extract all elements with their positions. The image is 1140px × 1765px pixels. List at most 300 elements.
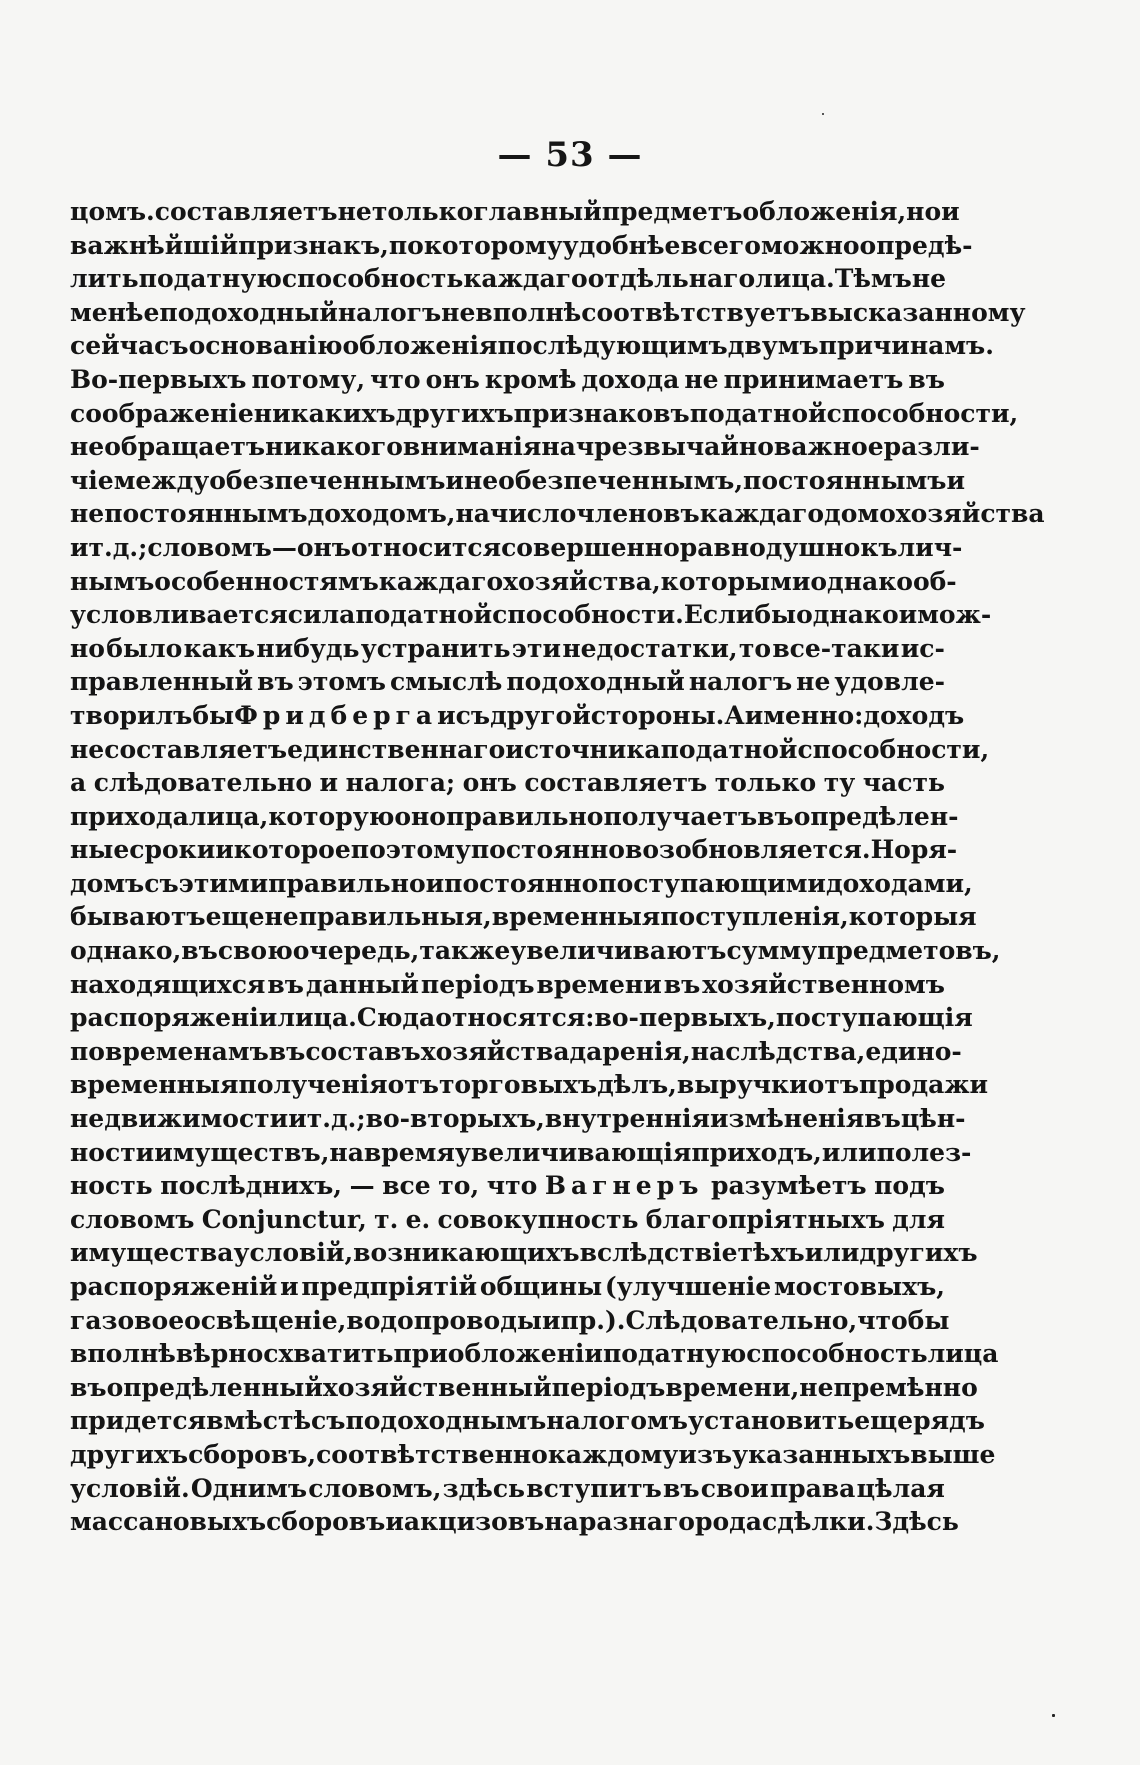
word: распоряженіи [70, 1003, 278, 1033]
word: домохозяйства [824, 499, 1045, 529]
text-line [70, 968, 945, 1002]
word: обложеніи [447, 1339, 603, 1369]
word: никакого [265, 432, 403, 462]
word: совершенно [501, 532, 680, 562]
word: придется [70, 1406, 207, 1436]
text-line [70, 1337, 999, 1371]
word: по [497, 331, 533, 361]
text-line [70, 1371, 978, 1405]
word: лица. [755, 264, 835, 294]
word: А [724, 700, 745, 730]
word: т. [374, 1204, 399, 1234]
word: въ [663, 969, 701, 999]
word: доходами, [825, 868, 973, 898]
word: предпріятій [301, 1272, 478, 1301]
word: стороны. [590, 700, 725, 730]
word: ря- [910, 835, 958, 865]
word: соотвѣтствуетъ [581, 297, 811, 327]
word: податную [138, 264, 282, 294]
word: дохода [581, 364, 680, 394]
word: Однимъ [190, 1473, 308, 1503]
word: относится [350, 532, 502, 562]
word: т. [88, 532, 113, 562]
word: лица. [277, 1003, 357, 1033]
word: соотвѣтственно [316, 1439, 548, 1469]
word: или [821, 1137, 877, 1167]
word: обращаетъ [104, 432, 266, 462]
word: хозяйственномъ [702, 969, 945, 999]
word: постоянно [444, 868, 599, 898]
word: Здѣсь [874, 1507, 959, 1537]
word: способность [281, 264, 464, 294]
word: по [70, 1036, 105, 1066]
word: цомъ. [70, 197, 155, 226]
word: также [419, 936, 511, 966]
scan-speck [1052, 1714, 1055, 1717]
text-line [70, 565, 957, 599]
word: неправильныя, [264, 902, 492, 932]
word: не [441, 297, 476, 327]
word: хозяйственный [322, 1372, 552, 1402]
word: податную [602, 1339, 747, 1369]
word: въ [267, 969, 304, 999]
word: Слѣдовательно, [625, 1305, 858, 1335]
word: налогъ [688, 667, 793, 697]
word: податной [689, 398, 827, 428]
text-line [70, 1472, 945, 1506]
word: выше [910, 1439, 996, 1469]
word: имуществъ, [154, 1137, 330, 1167]
word: каждаго [699, 499, 825, 529]
word: способность [746, 1339, 928, 1369]
word: ности [70, 1137, 155, 1167]
word: единственнаго [287, 734, 506, 764]
word: ис- [900, 633, 945, 663]
word: возникающихъ [353, 1238, 580, 1268]
word: нибудь [256, 633, 360, 663]
word: газовое [70, 1305, 185, 1335]
word: постояннымъ [743, 465, 947, 495]
word: при [393, 1339, 448, 1369]
word: отъ [807, 1070, 859, 1100]
word: условливается [70, 600, 288, 630]
word: удобнѣе [562, 230, 681, 260]
word: часть [862, 768, 945, 798]
word: схватить [263, 1339, 394, 1369]
word: и [541, 1305, 561, 1335]
word: времени, [665, 1372, 800, 1402]
word: не [796, 667, 831, 697]
word: то [738, 633, 772, 663]
word: способности, [826, 398, 1019, 428]
word: важнѣйшій [70, 230, 239, 260]
word: масса [70, 1507, 155, 1537]
word: временныя [491, 902, 661, 932]
text-line [70, 1136, 972, 1170]
word: чтобы [857, 1305, 950, 1335]
word: не [911, 264, 947, 294]
word: все-таки [772, 633, 900, 663]
text-line [70, 1438, 996, 1472]
word: увеличиваютъ [510, 936, 727, 966]
word: или [804, 1238, 860, 1268]
word: а [70, 768, 87, 798]
text-line [70, 766, 945, 800]
word: отдѣльнаго [587, 264, 756, 294]
word: податной [660, 734, 798, 764]
text-line [70, 1404, 985, 1438]
word: во-вторыхъ, [365, 1104, 545, 1134]
word: въ [908, 364, 945, 394]
word: вступитъ [526, 1473, 662, 1503]
word: сумму [726, 936, 818, 966]
word: поступленія, [660, 902, 849, 932]
word: внутреннія [544, 1104, 710, 1134]
word: доходъ [863, 700, 965, 730]
word: тѣхъ [737, 1238, 805, 1268]
word: прихода [70, 801, 189, 831]
word: въ [257, 667, 294, 697]
word: на [455, 499, 490, 529]
word: полученія [238, 1070, 388, 1100]
word: правильно [445, 801, 604, 831]
text-line [70, 430, 980, 464]
word: Сюда [356, 1003, 436, 1033]
word: ные [70, 835, 130, 865]
word: другой [490, 700, 591, 730]
word: Еслибы [683, 600, 797, 630]
word: потому, [251, 364, 366, 394]
word: опредѣлен- [793, 801, 959, 831]
word: и [437, 700, 456, 730]
word: временамъ [104, 1036, 269, 1066]
text-line [70, 867, 973, 901]
word: налогъ [337, 297, 442, 327]
text-line [70, 1035, 962, 1069]
word: вполнѣ [70, 1339, 176, 1369]
word: важное [773, 432, 884, 462]
word: торговыхъ [438, 1070, 598, 1100]
word: хозяйства [420, 1036, 570, 1066]
word: и [425, 868, 445, 898]
word: налога; [345, 768, 456, 798]
word: было [106, 633, 183, 663]
word: составляетъ [524, 768, 708, 798]
text-line [70, 1169, 945, 1203]
word: дѣлъ, [597, 1070, 677, 1100]
word: и [280, 1272, 299, 1301]
text-line [70, 699, 965, 733]
word: время [363, 1137, 455, 1167]
word: бы [192, 700, 235, 730]
word: свои [700, 1473, 769, 1503]
word: имущества [70, 1238, 234, 1268]
word: въ [181, 936, 218, 966]
word: онъ [462, 768, 517, 798]
word: вниманія [402, 432, 542, 462]
word: рода [694, 1507, 763, 1537]
word: возобновляется. [624, 835, 871, 865]
word: еще [205, 902, 265, 932]
word: творилъ [70, 700, 193, 730]
word: предметъ [601, 197, 743, 226]
word: кромѣ [484, 364, 577, 394]
word: об- [912, 566, 957, 596]
text-line [70, 900, 977, 934]
word: смыслѣ [389, 667, 503, 697]
word: устранить [360, 633, 511, 663]
word: едино- [865, 1036, 962, 1066]
text-line [70, 934, 1001, 968]
word: каждому [547, 1439, 679, 1469]
word: и [385, 1507, 404, 1537]
word: увеличивающія [454, 1137, 692, 1167]
word: правильно [268, 868, 426, 898]
word: вмѣстѣ [206, 1406, 312, 1436]
word: никакихъ [253, 398, 396, 428]
word: причинамъ. [818, 331, 994, 361]
word: которыми [660, 566, 811, 596]
word: сборовъ [266, 1507, 386, 1537]
word: условій. [70, 1473, 190, 1503]
word: принимаетъ [723, 364, 904, 394]
word: признаковъ [513, 398, 690, 428]
word: Conjunctur, [201, 1204, 367, 1234]
word: и [946, 465, 965, 495]
word: опредѣленный [106, 1372, 323, 1402]
word: этомъ [297, 667, 386, 697]
word: для [892, 1204, 945, 1234]
word: рядъ [913, 1406, 985, 1436]
word: Фридберга [234, 700, 438, 730]
word: послѣднихъ, [160, 1171, 342, 1201]
word: періодъ [420, 969, 535, 999]
word: указанныхъ [732, 1439, 911, 1469]
text-line [70, 329, 994, 363]
body-text [70, 195, 1045, 1539]
word: ту [823, 768, 856, 798]
word: поэтому [350, 835, 471, 865]
text-line [70, 1304, 950, 1338]
word: д.; [330, 1104, 366, 1134]
word: лица, [188, 801, 269, 831]
word: составъ [305, 1036, 421, 1066]
word: только [371, 197, 474, 226]
word: равнодушно [679, 532, 861, 562]
word: еще [854, 1406, 914, 1436]
word: водопроводы [346, 1305, 542, 1335]
word: можно [760, 230, 860, 260]
text-line [70, 229, 973, 263]
word: мостовыхъ, [773, 1272, 945, 1301]
word: лич- [897, 532, 963, 562]
word: однако [796, 600, 899, 630]
word: нымъ [70, 566, 155, 596]
word: Но [870, 835, 911, 865]
word: отъ [387, 1070, 439, 1100]
word: необезпеченнымъ, [463, 465, 744, 495]
word: свою [217, 936, 293, 966]
word: въ [70, 1372, 107, 1402]
text-line [70, 800, 959, 834]
word: и [319, 768, 339, 798]
word: получаетъ [603, 801, 758, 831]
word: періодъ [551, 1372, 666, 1402]
word: съ [144, 868, 179, 898]
page-number: — 53 — [497, 135, 643, 175]
word: способности. [492, 600, 684, 630]
word: д.; [112, 532, 148, 562]
word: наслѣдства, [690, 1036, 866, 1066]
word: сроки [129, 835, 216, 865]
word: и [288, 1104, 307, 1134]
word: онъ [425, 364, 480, 394]
word: особенностямъ [154, 566, 379, 596]
text-line [70, 1505, 959, 1539]
word: составляетъ [104, 734, 288, 764]
word: сдѣлки. [762, 1507, 875, 1537]
word: лить [70, 264, 139, 294]
word: обезпеченнымъ [209, 465, 446, 495]
word: по [388, 230, 424, 260]
text-line [70, 1102, 966, 1136]
text-line [70, 397, 1019, 431]
word: непостояннымъ [70, 499, 308, 529]
word: число [489, 499, 577, 529]
word: всего [680, 230, 761, 260]
word: которое [233, 835, 351, 865]
word: продажи [859, 1070, 989, 1100]
word: и [941, 197, 960, 226]
word: составляетъ [154, 197, 338, 226]
word: времени [536, 969, 662, 999]
word: въ [757, 801, 794, 831]
word: способности, [797, 734, 990, 764]
word: все [382, 1171, 431, 1201]
word: сила [287, 600, 356, 630]
text-line [70, 195, 960, 229]
word: (улучшеніе [604, 1272, 772, 1301]
word: что [486, 1171, 538, 1201]
word: на [329, 1137, 364, 1167]
word: поступающими [598, 868, 826, 898]
text-line [70, 598, 992, 632]
word: недвижимости [70, 1104, 289, 1134]
word: эти [511, 633, 562, 663]
word: разли- [883, 432, 980, 462]
word: вполнѣ [475, 297, 582, 327]
word: Тѣмъ [834, 264, 912, 294]
word: которую [268, 801, 395, 831]
word: налогомъ [546, 1406, 688, 1436]
word: и [898, 600, 918, 630]
word: недостатки, [562, 633, 738, 663]
word: признакъ, [238, 230, 389, 260]
word: подоходный [506, 667, 685, 697]
word: предметовъ, [817, 936, 1001, 966]
word: разнаго [578, 1507, 695, 1537]
word: на [544, 1507, 579, 1537]
word: совокупность [437, 1204, 639, 1234]
text-line [70, 1203, 945, 1237]
word: правленный [70, 667, 254, 697]
word: двумъ [727, 331, 819, 361]
word: слѣдовательно [93, 768, 313, 798]
word: установить [687, 1406, 855, 1436]
word: соображеніе [70, 398, 254, 428]
word: съ [455, 700, 491, 730]
word: измѣненія [710, 1104, 865, 1134]
word: вслѣдствіе [579, 1238, 738, 1268]
word: этими [178, 868, 269, 898]
word: обложенія [342, 331, 498, 361]
word: домъ [70, 868, 145, 898]
word: Вагнеръ [544, 1171, 704, 1201]
word: между [113, 465, 210, 495]
word: непремѣнно [799, 1372, 978, 1402]
word: освѣщеніе, [184, 1305, 347, 1335]
word: во-первыхъ, [594, 1003, 776, 1033]
word: даренія, [569, 1036, 691, 1066]
word: права [769, 1473, 856, 1503]
word: членовъ [576, 499, 700, 529]
word: то, [438, 1171, 480, 1201]
word: Во-первыхъ [70, 364, 247, 394]
word: не [70, 734, 105, 764]
word: постоянно [470, 835, 625, 865]
word: относятся: [435, 1003, 595, 1033]
word: цѣн- [900, 1104, 966, 1134]
word: и [445, 465, 464, 495]
word: не [337, 197, 372, 226]
text-line [70, 497, 1045, 531]
text-line [70, 363, 945, 397]
word: которыя [848, 902, 977, 932]
word: опредѣ- [859, 230, 973, 260]
word: и [215, 835, 234, 865]
word: благопріятныхъ [645, 1204, 885, 1234]
word: общины [479, 1272, 603, 1301]
word: бываютъ [70, 902, 206, 932]
word: здѣсь [442, 1473, 526, 1503]
word: пр.). [560, 1305, 626, 1335]
word: временныя [70, 1070, 239, 1100]
word: словомъ—онъ [147, 532, 351, 562]
word: къ [860, 532, 898, 562]
word: подоходный [159, 297, 338, 327]
word: которому [423, 230, 563, 260]
word: не [70, 432, 105, 462]
word: оно [394, 801, 446, 831]
text-line [70, 1236, 978, 1270]
text-line [70, 733, 990, 767]
word: слѣдующимъ [532, 331, 728, 361]
word: подоходнымъ [345, 1406, 547, 1436]
word: какъ [183, 633, 256, 663]
text-line [70, 1270, 945, 1304]
word: менѣе [70, 297, 160, 327]
word: главный [473, 197, 602, 226]
word: изъ [678, 1439, 733, 1469]
word: данный [305, 969, 419, 999]
word: сборовъ, [188, 1439, 317, 1469]
text-line [70, 464, 965, 498]
word: лица [927, 1339, 999, 1369]
word: но [70, 633, 105, 663]
word: чрезвычайно [575, 432, 774, 462]
text-line [70, 665, 945, 699]
word: сейчасъ [70, 331, 189, 361]
